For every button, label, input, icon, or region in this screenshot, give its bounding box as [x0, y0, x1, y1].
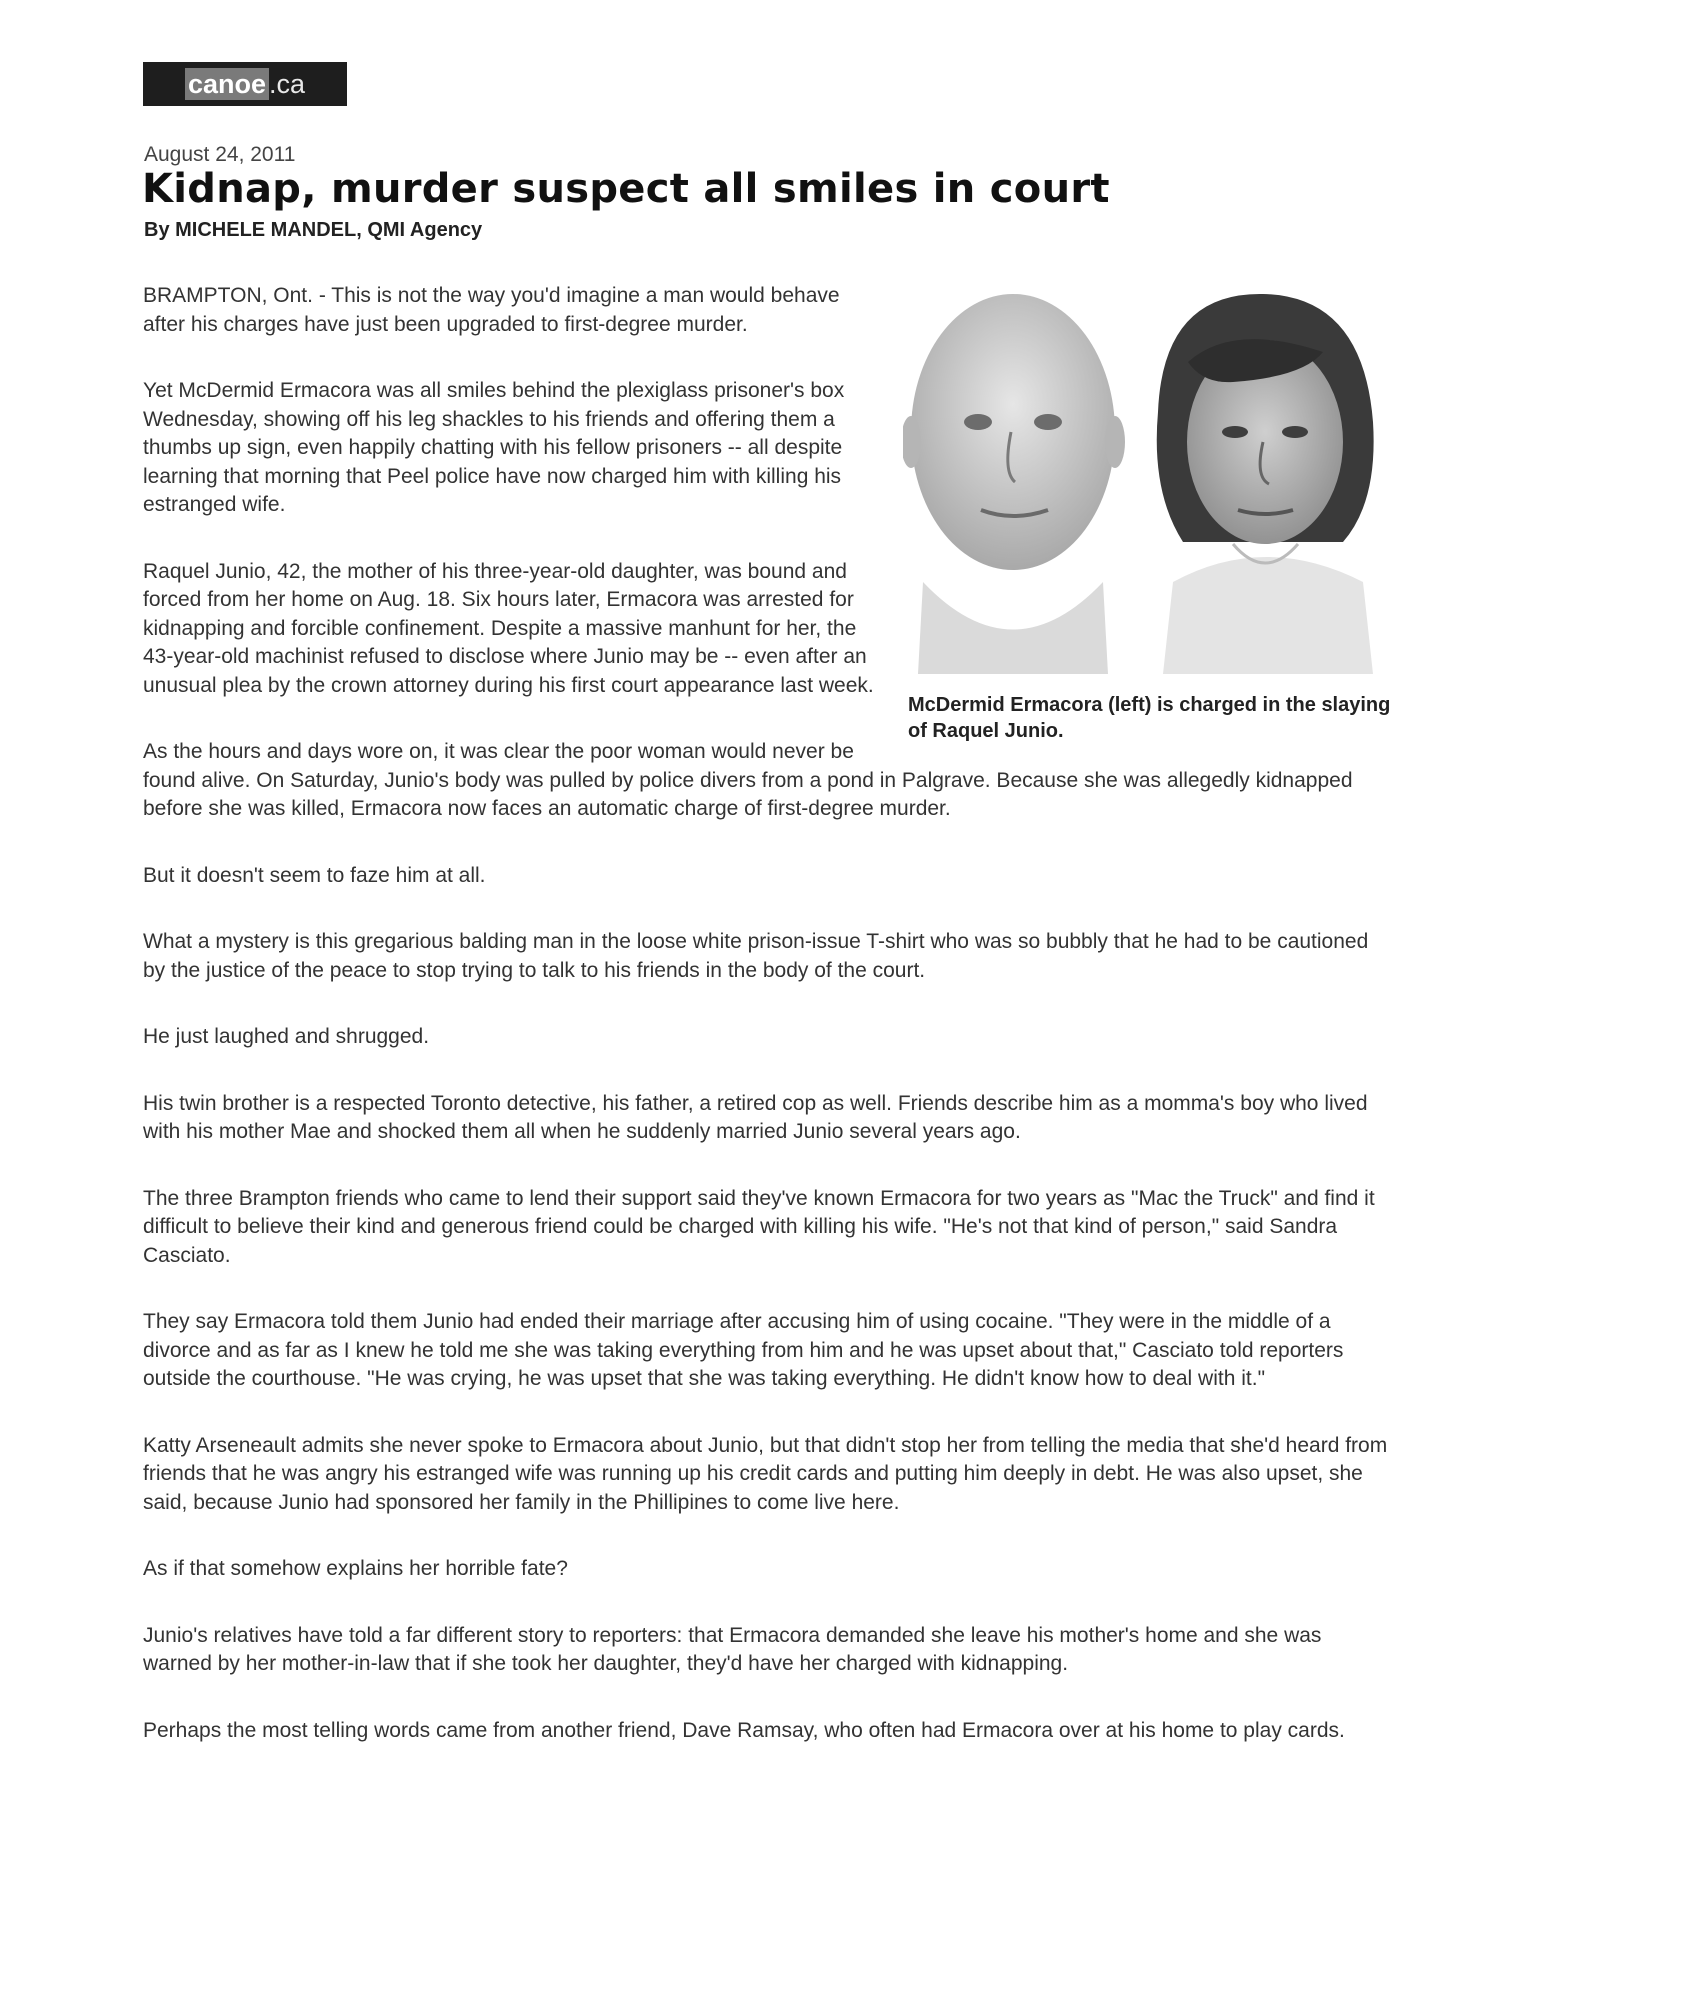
- paragraph: Raquel Junio, 42, the mother of his three-year-old daughter, was bound and forced from her home on Aug. 18. Six hours later, Ermacora was arrested for kidnapping and forcible confinement. Despite a massive manhunt for her, the 43-year-old machinist refused to disclose where Junio may be -- even after an unusual plea by the crown attorney during his first court appearance last week.: [143, 559, 874, 697]
- paragraph: His twin brother is a respected Toronto detective, his father, a retired cop as well. Friends describe him as a momma's boy who lived with his mother Mae and shocked them all when he suddenly married Junio several years ago.: [143, 1091, 1368, 1143]
- logo-brand: canoe: [185, 68, 269, 100]
- paragraph: The three Brampton friends who came to lend their support said they've known Ermacora for two years as "Mac the Truck" and find it difficult to believe their kind and generous friend could be charged with killing his wife. "He's not that kind of person," said Sandra Casciato.: [143, 1186, 1375, 1267]
- paragraph: Katty Arseneault admits she never spoke to Ermacora about Junio, but that didn't stop her from telling the media that she'd heard from friends that he was angry his estranged wife was running up his credit cards and putting him deeply in debt. He was also upset, she said, because Junio had sponsored her family in the Phillipines to come live here.: [143, 1433, 1388, 1514]
- paragraph: They say Ermacora told them Junio had ended their marriage after accusing him of using cocaine. "They were in the middle of a divorce and as far as I knew he told me she was taking everything from him and he was upset about that," Casciato told reporters outside the courthouse. "He was crying, he was upset that she was taking everything. He didn't know how to deal with it.": [143, 1310, 1344, 1390]
- logo-tld: .ca: [269, 68, 306, 99]
- photo-illustration: [903, 282, 1403, 674]
- article-headline: Kidnap, murder suspect all smiles in court: [142, 166, 1110, 212]
- paragraph: What a mystery is this gregarious balding man in the loose white prison-issue T-shirt who was so bubbly that he had to be cautioned by the justice of the peace to stop trying to talk to his friends in the body of the court.: [143, 930, 1369, 982]
- paragraph: Junio's relatives have told a far different story to reporters: that Ermacora demanded she leave his mother's home and she was warned by her mother-in-law that if she took her daughter, they'd have her charged with kidnapping.: [143, 1623, 1322, 1675]
- photo-caption: McDermid Ermacora (left) is charged in the slaying of Raquel Junio.: [908, 694, 1391, 742]
- article-body: [143, 282, 1393, 1783]
- article-byline: By MICHELE MANDEL, QMI Agency: [144, 219, 483, 241]
- article-figure: [903, 282, 1403, 744]
- paragraph: BRAMPTON, Ont. - This is not the way you'd imagine a man would behave after his charges have just been upgraded to first-degree murder.: [143, 284, 840, 336]
- paragraph: As if that somehow explains her horrible fate?: [143, 1557, 568, 1580]
- canoe-logo[interactable]: [143, 62, 347, 106]
- article-date: August 24, 2011: [144, 143, 296, 166]
- paragraph: Perhaps the most telling words came from another friend, Dave Ramsay, who often had Ermacora over at his home to play cards.: [143, 1718, 1345, 1742]
- paragraph: But it doesn't seem to faze him at all.: [143, 863, 486, 887]
- suspect-victim-photo: [903, 282, 1403, 674]
- victim-portrait: [1157, 294, 1374, 674]
- paragraph: He just laughed and shrugged.: [143, 1025, 430, 1048]
- paragraph: As the hours and days wore on, it was clear the poor woman would never be found alive. On Saturday, Junio's body was pulled by police divers from a pond in Palgrave. Because she was allegedly kidnapped before she was killed, Ermacora now faces an automatic charge of first-degree murder.: [143, 740, 1353, 820]
- paragraph: Yet McDermid Ermacora was all smiles behind the plexiglass prisoner's box Wednesday, showing off his leg shackles to his friends and offering them a thumbs up sign, even happily chatting with his fellow prisoners -- all despite learning that morning that Peel police have now charged him with killing his estranged wife.: [143, 379, 845, 516]
